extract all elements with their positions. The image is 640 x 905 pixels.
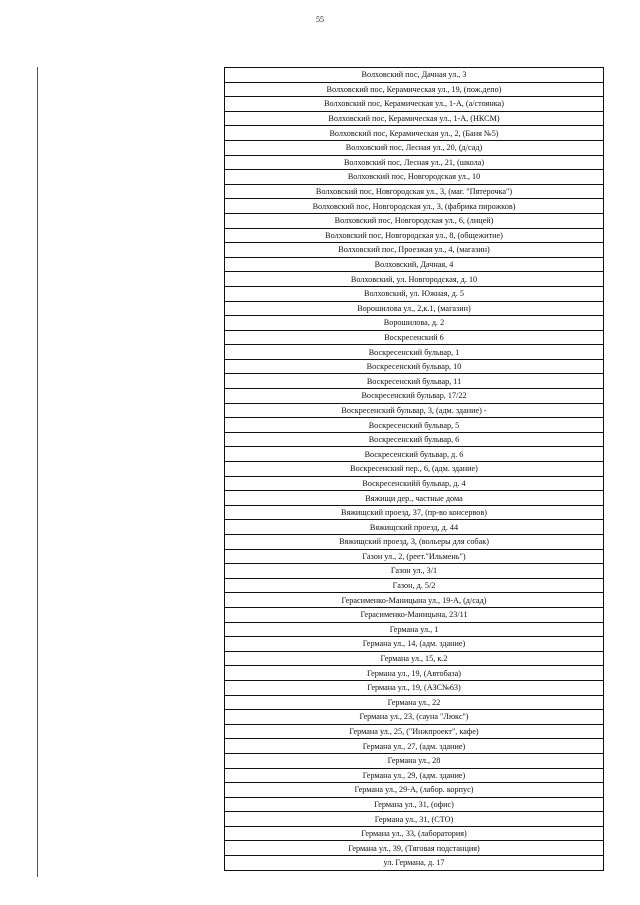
address-cell: Волховский пос, Лесная ул., 21, (школа) xyxy=(225,155,604,170)
address-table xyxy=(224,67,604,871)
address-cell: Волховский пос, Дачная ул., 3 xyxy=(225,68,604,83)
table-row xyxy=(225,374,604,389)
address-cell: Герасименко-Маницына, 23/11 xyxy=(225,607,604,622)
address-cell: Вяжищский проезд, 37, (пр-во консервов) xyxy=(225,505,604,520)
table-row xyxy=(225,651,604,666)
table-row xyxy=(225,257,604,272)
address-cell: Воскресенский бульвар, 10 xyxy=(225,359,604,374)
address-cell: Волховский пос, Новгородская ул., 6, (лицей) xyxy=(225,213,604,228)
table-row xyxy=(225,82,604,97)
table-row xyxy=(225,316,604,331)
address-cell: Газон ул., 3/1 xyxy=(225,564,604,579)
table-row xyxy=(225,68,604,83)
address-cell: Вяжищи дер., частные дома xyxy=(225,491,604,506)
address-cell: ул. Германа, д. 17 xyxy=(225,856,604,871)
table-row xyxy=(225,286,604,301)
table-row xyxy=(225,389,604,404)
table-row xyxy=(225,783,604,798)
address-cell: Германа ул., 28 xyxy=(225,753,604,768)
address-cell: Германа ул., 31, (офис) xyxy=(225,797,604,812)
table-row xyxy=(225,272,604,287)
address-cell: Германа ул., 19, (Автобаза) xyxy=(225,666,604,681)
table-row xyxy=(225,111,604,126)
address-cell: Воскресенский 6 xyxy=(225,330,604,345)
table-row xyxy=(225,739,604,754)
table-row xyxy=(225,345,604,360)
table-row xyxy=(225,856,604,871)
table-row xyxy=(225,710,604,725)
address-cell: Германа ул., 1 xyxy=(225,622,604,637)
page-number: 55 xyxy=(316,15,324,24)
address-cell: Германа ул., 33, (лаборатория) xyxy=(225,826,604,841)
address-cell: Германа ул., 29-А, (лабор. корпус) xyxy=(225,783,604,798)
table-row xyxy=(225,666,604,681)
table-row xyxy=(225,359,604,374)
address-cell: Воскресенский бульвар, д. 6 xyxy=(225,447,604,462)
table-row xyxy=(225,637,604,652)
table-row xyxy=(225,695,604,710)
address-cell: Воскресенский бульвар, 17/22 xyxy=(225,389,604,404)
address-cell: Волховский пос, Новгородская ул., 8, (общежитие) xyxy=(225,228,604,243)
table-row xyxy=(225,841,604,856)
table-row xyxy=(225,213,604,228)
table-row xyxy=(225,622,604,637)
address-table-body xyxy=(225,68,604,871)
address-cell: Волховский пос, Керамическая ул., 19, (пож.депо) xyxy=(225,82,604,97)
address-cell: Волховский пос, Новгородская ул., 3, (маг. "Пятерочка") xyxy=(225,184,604,199)
address-cell: Воскресенский бульвар, 1 xyxy=(225,345,604,360)
address-cell: Волховский пос, Керамическая ул., 2, (Баня №5) xyxy=(225,126,604,141)
table-row xyxy=(225,462,604,477)
address-cell: Германа ул., 23, (сауна "Люкс") xyxy=(225,710,604,725)
table-row xyxy=(225,301,604,316)
address-cell: Вяжищский проезд, д. 44 xyxy=(225,520,604,535)
address-cell: Воскресенский бульвар, 3, (адм. здание) - xyxy=(225,403,604,418)
address-cell: Волховский пос, Керамическая ул., 1-А, (НКСМ) xyxy=(225,111,604,126)
table-row xyxy=(225,680,604,695)
table-row xyxy=(225,403,604,418)
table-row xyxy=(225,126,604,141)
table-row xyxy=(225,140,604,155)
address-cell: Герасименко-Маницына ул., 19-А, (д/сад) xyxy=(225,593,604,608)
address-cell: Германа ул., 39, (Тяговая подстанция) xyxy=(225,841,604,856)
table-row xyxy=(225,170,604,185)
table-row xyxy=(225,418,604,433)
address-cell: Воскресенский бульвар, 6 xyxy=(225,432,604,447)
address-cell: Вяжищский проезд, 3, (вольеры для собак) xyxy=(225,535,604,550)
table-row xyxy=(225,578,604,593)
table-row xyxy=(225,243,604,258)
address-cell: Газон, д. 5/2 xyxy=(225,578,604,593)
address-cell: Ворошилова, д. 2 xyxy=(225,316,604,331)
address-cell: Волховский, ул. Новгородская, д. 10 xyxy=(225,272,604,287)
table-row xyxy=(225,549,604,564)
table-row xyxy=(225,476,604,491)
address-cell: Германа ул., 27, (адм. здание) xyxy=(225,739,604,754)
address-cell: Германа ул., 25, ("Инжпроект", кафе) xyxy=(225,724,604,739)
address-cell: Германа ул., 19, (АЗС№63) xyxy=(225,680,604,695)
address-cell: Волховский пос, Лесная ул., 20, (д/сад) xyxy=(225,140,604,155)
table-row xyxy=(225,753,604,768)
address-cell: Воскресенскийй бульвар, д. 4 xyxy=(225,476,604,491)
table-row xyxy=(225,826,604,841)
table-row xyxy=(225,491,604,506)
address-cell: Волховский пос, Новгородская ул., 3, (фабрика пирожков) xyxy=(225,199,604,214)
table-row xyxy=(225,97,604,112)
address-cell: Ворошилова ул., 2,к.1, (магазин) xyxy=(225,301,604,316)
table-row xyxy=(225,330,604,345)
address-cell: Газон ул., 2, (реет."Ильмень") xyxy=(225,549,604,564)
table-row xyxy=(225,447,604,462)
table-row xyxy=(225,505,604,520)
address-cell: Германа ул., 15, к.2 xyxy=(225,651,604,666)
address-cell: Волховский, Дачная, 4 xyxy=(225,257,604,272)
address-cell: Воскресенский бульвар, 11 xyxy=(225,374,604,389)
table-row xyxy=(225,199,604,214)
table-row xyxy=(225,797,604,812)
address-cell: Волховский пос, Керамическая ул., 1-А, (а/стоянка) xyxy=(225,97,604,112)
table-row xyxy=(225,768,604,783)
table-row xyxy=(225,184,604,199)
address-cell: Германа ул., 31, (СТО) xyxy=(225,812,604,827)
table-row xyxy=(225,812,604,827)
address-cell: Волховский пос, Проезжая ул., 4, (магазин) xyxy=(225,243,604,258)
table-row xyxy=(225,724,604,739)
table-row xyxy=(225,155,604,170)
table-row xyxy=(225,432,604,447)
table-row xyxy=(225,564,604,579)
table-row xyxy=(225,228,604,243)
address-cell: Германа ул., 14, (адм. здание) xyxy=(225,637,604,652)
table-row xyxy=(225,520,604,535)
margin-line xyxy=(37,67,38,877)
address-cell: Германа ул., 29, (адм. здание) xyxy=(225,768,604,783)
table-row xyxy=(225,535,604,550)
address-cell: Воскресенский пер., 6, (адм. здание) xyxy=(225,462,604,477)
address-cell: Волховский, ул. Южная, д. 5 xyxy=(225,286,604,301)
table-row xyxy=(225,607,604,622)
address-cell: Воскресенский бульвар, 5 xyxy=(225,418,604,433)
address-cell: Германа ул., 22 xyxy=(225,695,604,710)
address-cell: Волховский пос, Новгородская ул., 10 xyxy=(225,170,604,185)
table-row xyxy=(225,593,604,608)
